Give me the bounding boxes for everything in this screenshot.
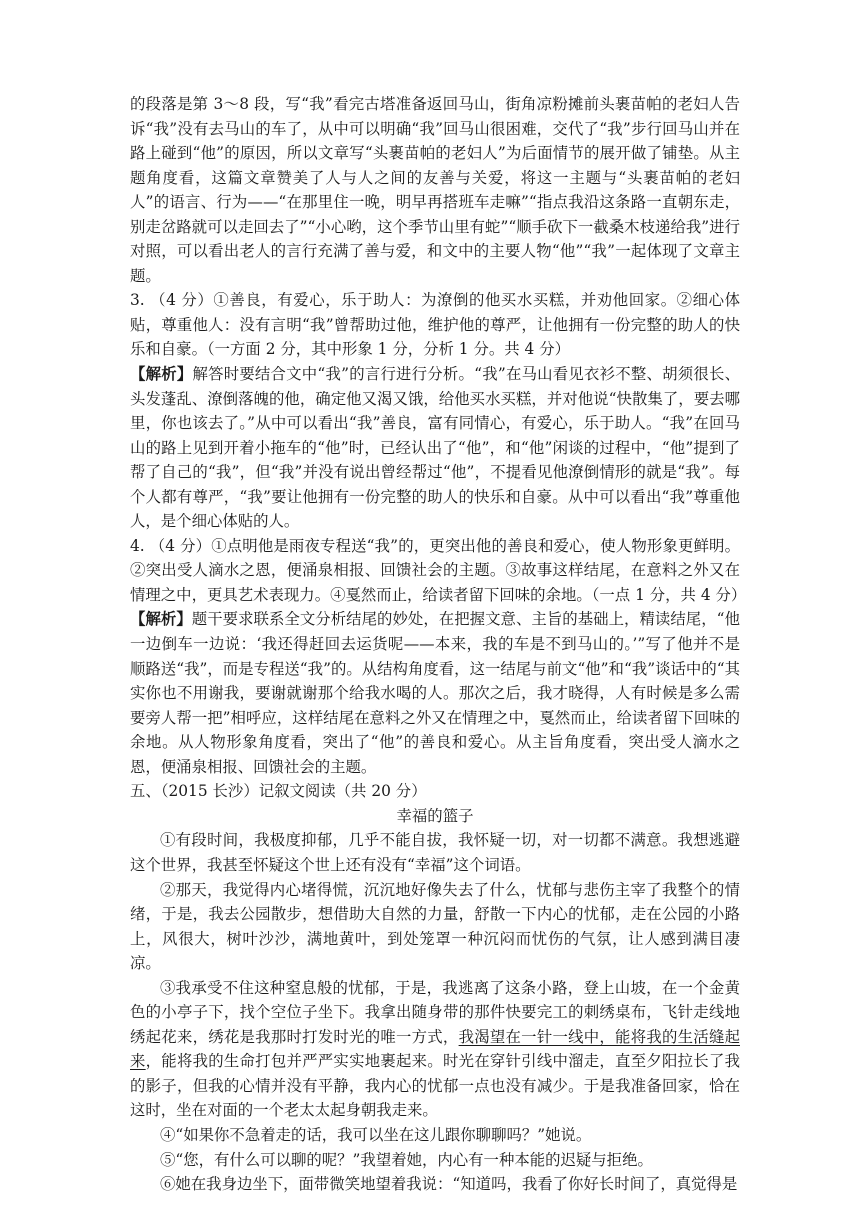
- answer-3: [130, 288, 740, 362]
- paragraph-3-part-b: ，能将我的生命打包并严严实实地裹起来。时光在穿针引线中溜走，直至夕阳拉长了我的影子，但我的心情并没有平静，我内心的忧郁一点也没有减少。于是我准备回家，恰在这时，坐在对面的一个老太太起身朝我走来。: [130, 1052, 740, 1120]
- document-page: [130, 92, 747, 1197]
- passage-title: 幸福的篮子: [396, 806, 474, 825]
- passage-paragraph-1: ①有段时间，我极度抑郁，几乎不能自拔，我怀疑一切，对一切都不满意。我想逃避这个世界，我甚至怀疑这个世上还有没有“幸福”这个词语。: [130, 831, 740, 874]
- section-5-heading: 五、（2015 长沙）记叙文阅读（共 20 分）: [130, 782, 427, 801]
- analysis-3-continuation: 的段落是第 3～8 段，写“我”看完古塔准备返回马山，街角凉粉摊前头裹苗帕的老妇人告诉“我”没有去马山的车了，从中可以明确“我”回马山很困难，交代了“我”步行回马山并在路上碰到“他”的原因，所以文章写“头裹苗帕的老妇人”为后面情节的展开做了铺垫。从主题角度看，这篇文章赞美了人与人之间的友善与关爱，将这一主题与“头裹苗帕的老妇人”的语言、行为——“在那里住一晚，明早再搭班车走嘛”“指点我沿这条路一直朝东走，别走岔路就可以走回去了”“小心哟，这个季节山里有蛇”“顺手砍下一截桑木枝递给我”进行对照，可以看出老人的言行充满了善与爱，和文中的主要人物“他”“我”一起体现了文章主题。: [130, 95, 740, 285]
- passage-paragraph-6: ⑥她在我身边坐下，面带微笑地望着我说：“知道吗，我看了你好长时间了，真觉得是: [160, 1175, 738, 1194]
- answer-4: [130, 534, 747, 608]
- passage-paragraph-2: ②那天，我觉得内心堵得慌，沉沉地好像失去了什么，忧郁与悲伤主宰了我整个的情绪，于是，我去公园散步，想借助大自然的力量，舒散一下内心的忧郁，走在公园的小路上，风很大，树叶沙沙，满地黄叶，到处笼罩一种沉闷而忧伤的气氛，让人感到满目凄凉。: [130, 880, 740, 973]
- paragraph-3-part-a: ③我承受不住这种窒息般的忧郁，于是，我逃离了这条小路，登上山坡，在一个金黄色的小亭子下，找个空位子坐下。我拿出随身带的那件快要完工的刺绣桌布，飞针走线地绣起花来，绣花是我那时打发时光的唯一方式，: [130, 978, 740, 1046]
- answer-3-number: 3.: [130, 291, 145, 310]
- underlined-sentence: 我渴望在一针一线中，能将我的生活缝起来: [130, 1027, 740, 1071]
- analysis-4-text: 题干要求联系全文分析结尾的妙处，在把握文意、主旨的基础上，精读结尾，“他一边倒车一边说：‘我还得赶回去运货呢——本来，我的车是不到马山的。’”写了他并不是顺路送“我”，而是专程送“我”的。从结构角度看，这一结尾与前文“他”和“我”谈话中的“其实你也不用谢我，要谢就谢那个给我水喝的人。那次之后，我才晓得，人有时候是多么需要旁人帮一把”相呼应，这样结尾在意料之外又在情理之中，戛然而止，给读者留下回味的余地。从人物形象角度看，突出了“他”的善良和爱心。从主旨角度看，突出受人滴水之恩，便涌泉相报、回馈社会的主题。: [130, 610, 740, 776]
- analysis-3: [130, 362, 740, 534]
- analysis-3-tag: 【解析】: [130, 365, 193, 384]
- analysis-4-tag: 【解析】: [130, 610, 192, 629]
- passage-paragraph-4: ④“如果你不急着走的话，我可以坐在这儿跟你聊聊吗？”她说。: [160, 1125, 592, 1144]
- answer-3-text: （4 分）①善良，有爱心，乐于助人：为潦倒的他买水买糕，并劝他回家。②细心体贴，尊重他人：没有言明“我”曾帮助过他，维护他的尊严，让他拥有一份完整的助人的快乐和自豪。（一方面 2 分，其中形象 1 分，分析 1 分。共 4 分）: [130, 291, 740, 359]
- passage-paragraph-3: [130, 976, 740, 1123]
- passage-paragraph-5: ⑤“您，有什么可以聊的呢？”我望着她，内心有一种本能的迟疑与拒绝。: [160, 1150, 653, 1169]
- answer-4-number: 4.: [130, 536, 145, 555]
- answer-4-text: （4 分）①点明他是雨夜专程送“我”的，更突出他的善良和爱心，使人物形象更鲜明。②突出受人滴水之恩，便涌泉相报、回馈社会的主题。③故事这样结尾，在意料之外又在情理之中，更具艺术表现力。④戛然而止，给读者留下回味的余地。（一点 1 分，共 4 分）: [130, 536, 747, 604]
- analysis-4: [130, 607, 740, 779]
- analysis-3-text: 解答时要结合文中“我”的言行进行分析。“我”在马山看见衣衫不整、胡须很长、头发蓬乱、潦倒落魄的他，确定他又渴又饿，给他买水买糕，并对他说“快散集了，要去哪里，你也该去了。”从中可以看出“我”善良，富有同情心，有爱心，乐于助人。“我”在回马山的路上见到开着小拖车的“他”时，已经认出了“他”，和“他”闲谈的过程中，“他”提到了帮了自己的“我”，但“我”并没有说出曾经帮过“他”，不提看见他潦倒情形的就是“我”。每个人都有尊严，“我”要让他拥有一份完整的助人的快乐和自豪。从中可以看出“我”尊重他人，是个细心体贴的人。: [130, 365, 740, 531]
